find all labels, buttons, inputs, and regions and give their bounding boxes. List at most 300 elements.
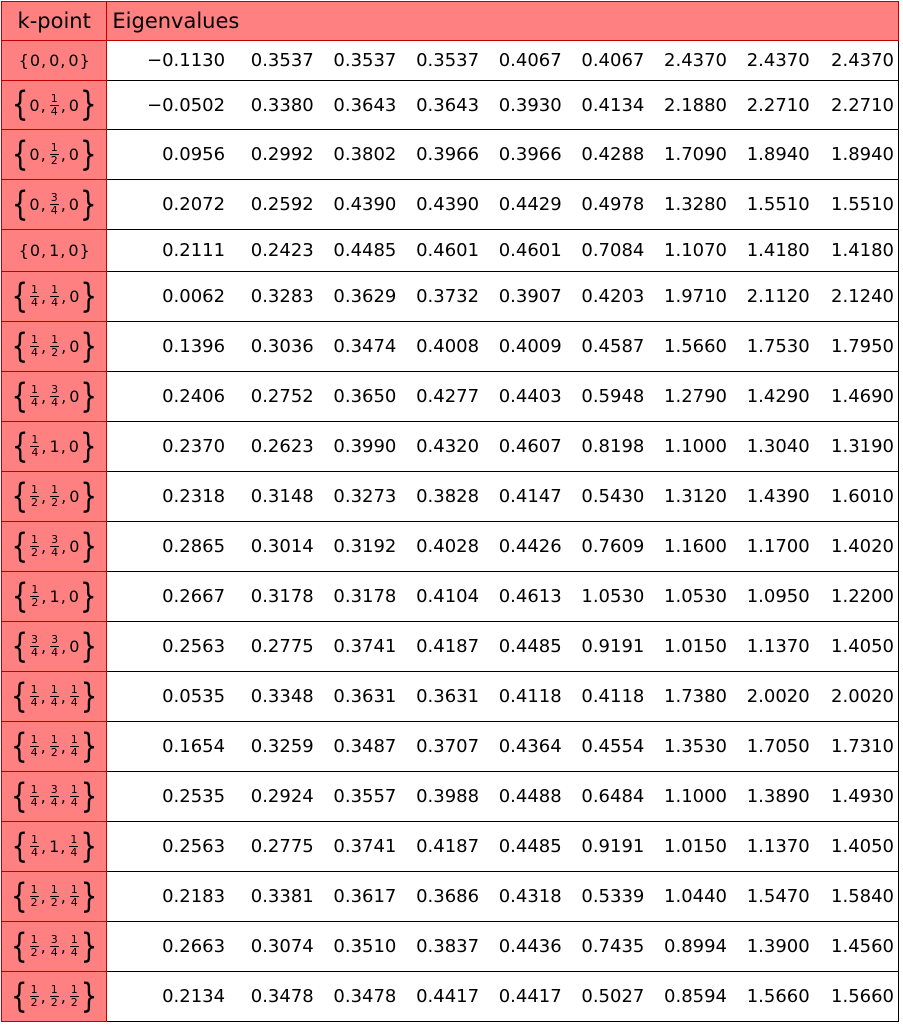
eigenvalue-cell bbox=[485, 472, 568, 522]
eigenvalue-cell bbox=[816, 230, 899, 272]
eigenvalue: 0.4587 bbox=[581, 336, 645, 357]
kpoint-cell bbox=[2, 422, 107, 472]
eigenvalue: 2.0020 bbox=[831, 686, 894, 707]
eigenvalue: 0.4008 bbox=[416, 336, 480, 357]
eigenvalue: 0.0956 bbox=[162, 144, 226, 165]
eigenvalue-cell bbox=[650, 81, 733, 130]
kpoint-vector: { 0 , $\frac{3}{4}$ , 0 } bbox=[11, 185, 97, 224]
kpoint-vector: { $\frac{1}{4}$ , 1 , $\frac{1}{4}$ } bbox=[11, 827, 97, 866]
eigenvalue: 0.3732 bbox=[416, 286, 480, 307]
kpoint-vector: { $\frac{1}{4}$ , $\frac{1}{4}$ , $\frac{1}{4}$ } bbox=[11, 677, 98, 716]
eigenvalue: 0.6484 bbox=[581, 786, 645, 807]
eigenvalue: 1.5510 bbox=[831, 194, 894, 215]
eigenvalue-cell bbox=[816, 872, 899, 922]
kpoint-fraction bbox=[70, 734, 79, 759]
eigenvalue-cell bbox=[650, 130, 733, 180]
kpoint-fraction bbox=[70, 784, 79, 809]
eigenvalue-cell bbox=[650, 572, 733, 622]
eigenvalue-cell bbox=[107, 622, 237, 672]
fraction-numerator: 3 bbox=[51, 633, 59, 646]
fraction-numerator: 1 bbox=[70, 683, 78, 696]
eigenvalue: 0.3380 bbox=[250, 94, 314, 116]
eigenvalue-cell bbox=[320, 81, 403, 130]
eigenvalue-cell bbox=[320, 772, 403, 822]
fraction-numerator: 1 bbox=[30, 733, 38, 746]
eigenvalue-cell bbox=[107, 822, 237, 872]
eigenvalue-cell bbox=[568, 230, 651, 272]
kpoint-vector: { $\frac{1}{4}$ , 1 , 0 } bbox=[11, 427, 97, 466]
kpoint-fraction bbox=[50, 634, 59, 659]
eigenvalue-cell bbox=[816, 722, 899, 772]
eigenvalue: 1.4930 bbox=[831, 786, 894, 807]
eigenvalue: 0.3036 bbox=[250, 336, 314, 357]
eigenvalue-cell bbox=[485, 922, 568, 972]
eigenvalue-cell bbox=[237, 572, 320, 622]
eigenvalue-cell bbox=[320, 272, 403, 322]
fraction-denominator: 4 bbox=[31, 646, 38, 659]
fraction-numerator: 3 bbox=[50, 191, 58, 204]
eigenvalue: −0.0502 bbox=[147, 94, 226, 116]
kpoint-vector: { $\frac{1}{2}$ , $\frac{1}{2}$ , $\frac{1}{4}$ } bbox=[11, 877, 98, 916]
fraction-numerator: 1 bbox=[70, 933, 78, 946]
eigenvalue: 0.0535 bbox=[162, 686, 226, 707]
eigenvalue-cell bbox=[485, 972, 568, 1022]
eigenvalue-cell bbox=[733, 180, 816, 230]
eigenvalue: 0.2072 bbox=[162, 194, 226, 215]
fraction-denominator: 4 bbox=[51, 296, 59, 309]
kpoint-cell bbox=[2, 180, 107, 230]
fraction-denominator: 2 bbox=[31, 546, 38, 559]
eigenvalue: 1.1600 bbox=[664, 536, 728, 557]
eigenvalue: 0.4118 bbox=[498, 686, 562, 707]
table-row bbox=[2, 922, 899, 972]
fraction-denominator: 4 bbox=[50, 796, 58, 809]
eigenvalue: 0.4601 bbox=[416, 240, 480, 261]
eigenvalue-cell bbox=[107, 472, 237, 522]
table-row bbox=[2, 230, 899, 272]
eigenvalue-cell bbox=[816, 272, 899, 322]
eigenvalue: 1.4020 bbox=[831, 536, 894, 557]
eigenvalue: 0.2592 bbox=[250, 194, 314, 215]
kpoint-fraction bbox=[50, 684, 59, 709]
kpoint-cell bbox=[2, 972, 107, 1022]
kpoint-fraction bbox=[30, 884, 39, 909]
eigenvalue: 0.2752 bbox=[250, 386, 314, 407]
eigenvalue-cell bbox=[485, 372, 568, 422]
kpoint-cell bbox=[2, 230, 107, 272]
eigenvalue-cell bbox=[402, 922, 485, 972]
eigenvalue-cell bbox=[485, 230, 568, 272]
eigenvalue-cell bbox=[650, 180, 733, 230]
kpoint-fraction bbox=[30, 834, 39, 859]
kpoint-fraction bbox=[30, 634, 39, 659]
eigenvalue-cell bbox=[650, 872, 733, 922]
eigenvalue-cell bbox=[816, 130, 899, 180]
eigenvalue: 0.3014 bbox=[250, 536, 314, 557]
eigenvalue-cell bbox=[733, 230, 816, 272]
kpoint-vector: { 0 , $\frac{1}{4}$ , 0 } bbox=[11, 85, 97, 125]
eigenvalue-cell bbox=[402, 130, 485, 180]
eigenvalue: 1.9710 bbox=[664, 286, 728, 307]
eigenvalue-cell bbox=[733, 81, 816, 130]
eigenvalue-cell bbox=[816, 622, 899, 672]
eigenvalue-cell bbox=[650, 522, 733, 572]
eigenvalue-cell bbox=[237, 922, 320, 972]
eigenvalue-cell bbox=[568, 822, 651, 872]
eigenvalue-cell bbox=[237, 772, 320, 822]
eigenvalue-table bbox=[1, 1, 899, 1022]
kpoint-vector: { $\frac{1}{2}$ , 1 , 0 } bbox=[11, 577, 97, 616]
kpoint-cell bbox=[2, 322, 107, 372]
eigenvalue-cell bbox=[107, 230, 237, 272]
kpoint-cell bbox=[2, 272, 107, 322]
eigenvalue: 0.4417 bbox=[498, 986, 562, 1007]
eigenvalue-cell bbox=[237, 822, 320, 872]
fraction-denominator: 4 bbox=[50, 204, 58, 217]
fraction-denominator: 2 bbox=[31, 496, 38, 509]
kpoint-vector: { $\frac{1}{2}$ , $\frac{1}{2}$ , 0 } bbox=[11, 477, 97, 516]
eigenvalue-cell bbox=[107, 41, 237, 81]
eigenvalue-cell bbox=[485, 572, 568, 622]
eigenvalue: 0.4118 bbox=[581, 686, 645, 707]
eigenvalue-cell bbox=[320, 872, 403, 922]
eigenvalue: 0.9191 bbox=[581, 636, 645, 657]
kpoint-fraction bbox=[30, 584, 39, 609]
eigenvalue: 1.4290 bbox=[746, 386, 810, 407]
eigenvalue: 0.3631 bbox=[333, 686, 397, 707]
eigenvalue: 1.6010 bbox=[831, 486, 894, 507]
eigenvalue-cell bbox=[402, 372, 485, 422]
eigenvalue-cell bbox=[650, 230, 733, 272]
kpoint-fraction bbox=[50, 534, 59, 559]
eigenvalue: 0.4009 bbox=[498, 336, 562, 357]
kpoint-component: 0 bbox=[69, 337, 80, 356]
eigenvalue-cell bbox=[733, 622, 816, 672]
table-row bbox=[2, 972, 899, 1022]
eigenvalue: 0.8994 bbox=[664, 936, 728, 957]
kpoint-vector: { 0 , 0 , 0 } bbox=[18, 50, 90, 71]
kpoint-component: 0 bbox=[68, 95, 79, 115]
fraction-numerator: 1 bbox=[30, 783, 38, 796]
eigenvalue-cell bbox=[733, 722, 816, 772]
eigenvalue: 0.4429 bbox=[498, 194, 562, 215]
table-row bbox=[2, 622, 899, 672]
fraction-denominator: 2 bbox=[50, 896, 58, 909]
kpoint-component: 1 bbox=[49, 587, 60, 606]
kpoint-fraction bbox=[50, 334, 59, 359]
eigenvalue: 1.5470 bbox=[746, 886, 810, 907]
kpoint-fraction bbox=[30, 334, 39, 359]
eigenvalue-cell bbox=[320, 622, 403, 672]
eigenvalue-cell bbox=[485, 522, 568, 572]
eigenvalue-cell bbox=[733, 872, 816, 922]
eigenvalue-cell bbox=[816, 472, 899, 522]
kpoint-fraction bbox=[50, 384, 59, 409]
kpoint-fraction bbox=[30, 734, 39, 759]
eigenvalue: 0.2563 bbox=[162, 636, 226, 657]
eigenvalue-cell bbox=[816, 180, 899, 230]
kpoint-component: 1 bbox=[49, 437, 60, 456]
eigenvalue-cell bbox=[485, 422, 568, 472]
eigenvalue-cell bbox=[107, 322, 237, 372]
eigenvalue: 0.4403 bbox=[498, 386, 562, 407]
kpoint-fraction bbox=[70, 884, 79, 909]
eigenvalue-cell bbox=[568, 422, 651, 472]
fraction-denominator: 4 bbox=[51, 646, 59, 659]
eigenvalue-cell bbox=[320, 822, 403, 872]
eigenvalue: 0.2406 bbox=[162, 386, 226, 407]
eigenvalue: 0.3537 bbox=[333, 50, 397, 71]
eigenvalue-cell bbox=[320, 372, 403, 422]
eigenvalue-cell bbox=[107, 972, 237, 1022]
eigenvalue: 0.3643 bbox=[416, 94, 480, 116]
fraction-numerator: 1 bbox=[50, 91, 58, 105]
kpoint-component: 0 bbox=[68, 437, 79, 456]
fraction-numerator: 1 bbox=[51, 333, 59, 346]
eigenvalue: 0.3966 bbox=[498, 144, 562, 165]
table-row bbox=[2, 822, 899, 872]
eigenvalue-cell bbox=[107, 372, 237, 422]
kpoint-component: 0 bbox=[68, 587, 79, 606]
eigenvalue-cell bbox=[237, 81, 320, 130]
eigenvalue-cell bbox=[107, 772, 237, 822]
kpoint-vector: { $\frac{1}{2}$ , $\frac{3}{4}$ , $\frac{1}{4}$ } bbox=[11, 927, 98, 966]
eigenvalue-cell bbox=[402, 81, 485, 130]
eigenvalue: 0.4028 bbox=[416, 536, 480, 557]
kpoint-cell bbox=[2, 572, 107, 622]
eigenvalue: 0.4390 bbox=[416, 194, 480, 215]
eigenvalue-cell bbox=[320, 972, 403, 1022]
kpoint-component: 1 bbox=[49, 241, 60, 261]
kpoint-cell bbox=[2, 622, 107, 672]
eigenvalue: 1.2790 bbox=[664, 386, 728, 407]
eigenvalue: 0.1396 bbox=[162, 336, 226, 357]
eigenvalue-cell bbox=[733, 272, 816, 322]
eigenvalue: 0.2775 bbox=[250, 836, 314, 857]
eigenvalue-cell bbox=[816, 672, 899, 722]
eigenvalue-cell bbox=[650, 722, 733, 772]
eigenvalue-cell bbox=[107, 272, 237, 322]
kpoint-cell bbox=[2, 522, 107, 572]
eigenvalue-cell bbox=[402, 972, 485, 1022]
eigenvalue-cell bbox=[733, 522, 816, 572]
eigenvalue-cell bbox=[320, 322, 403, 372]
fraction-numerator: 1 bbox=[70, 883, 78, 896]
fraction-numerator: 1 bbox=[70, 833, 78, 846]
eigenvalue-cell bbox=[107, 722, 237, 772]
fraction-denominator: 4 bbox=[70, 896, 78, 909]
eigenvalue-cell bbox=[816, 522, 899, 572]
fraction-denominator: 4 bbox=[30, 696, 38, 709]
eigenvalue-cell bbox=[237, 622, 320, 672]
kpoint-fraction bbox=[30, 534, 39, 559]
eigenvalue: 1.4180 bbox=[746, 240, 810, 261]
kpoint-fraction bbox=[50, 284, 59, 309]
eigenvalue-cell bbox=[107, 572, 237, 622]
eigenvalue-cell bbox=[816, 972, 899, 1022]
eigenvalue: 1.3280 bbox=[664, 194, 728, 215]
eigenvalue: 2.4370 bbox=[831, 50, 894, 71]
eigenvalue: 1.3900 bbox=[746, 936, 810, 957]
fraction-denominator: 2 bbox=[70, 996, 78, 1009]
kpoint-component: 0 bbox=[29, 241, 40, 261]
fraction-numerator: 1 bbox=[31, 833, 38, 846]
eigenvalue: 1.7530 bbox=[746, 336, 810, 357]
eigenvalue-cell bbox=[568, 81, 651, 130]
eigenvalue-cell bbox=[402, 472, 485, 522]
fraction-denominator: 4 bbox=[70, 846, 78, 859]
fraction-numerator: 3 bbox=[51, 533, 59, 546]
eigenvalue-cell bbox=[816, 422, 899, 472]
fraction-numerator: 3 bbox=[51, 383, 59, 396]
eigenvalue: 2.2710 bbox=[746, 94, 810, 116]
fraction-denominator: 4 bbox=[31, 396, 38, 409]
table-row bbox=[2, 572, 899, 622]
eigenvalue-cell bbox=[107, 130, 237, 180]
eigenvalue-cell bbox=[485, 41, 568, 81]
eigenvalue: 1.1000 bbox=[664, 786, 728, 807]
eigenvalue: 0.3381 bbox=[250, 886, 314, 907]
fraction-numerator: 1 bbox=[70, 733, 78, 746]
eigenvalue: 1.7090 bbox=[664, 144, 728, 165]
eigenvalue: 0.4277 bbox=[416, 386, 480, 407]
eigenvalue: 1.8940 bbox=[831, 144, 894, 165]
kpoint-cell bbox=[2, 722, 107, 772]
eigenvalue-cell bbox=[568, 472, 651, 522]
kpoint-cell bbox=[2, 130, 107, 180]
eigenvalue: 0.3631 bbox=[416, 686, 480, 707]
table-row bbox=[2, 41, 899, 81]
eigenvalue-cell bbox=[402, 672, 485, 722]
eigenvalue-cell bbox=[733, 972, 816, 1022]
eigenvalue: 1.3530 bbox=[664, 736, 728, 757]
eigenvalue-cell bbox=[816, 572, 899, 622]
eigenvalue-cell bbox=[237, 322, 320, 372]
eigenvalue-cell bbox=[237, 41, 320, 81]
eigenvalue-cell bbox=[402, 722, 485, 772]
eigenvalue-cell bbox=[402, 622, 485, 672]
kpoint-cell bbox=[2, 472, 107, 522]
kpoint-fraction bbox=[50, 93, 59, 118]
eigenvalue-cell bbox=[733, 672, 816, 722]
eigenvalue: 2.4370 bbox=[664, 50, 728, 71]
eigenvalue-cell bbox=[237, 872, 320, 922]
eigenvalue: 2.1880 bbox=[664, 94, 728, 116]
eigenvalue-cell bbox=[402, 772, 485, 822]
eigenvalue: 0.1654 bbox=[162, 736, 226, 757]
header-row bbox=[2, 2, 899, 41]
kpoint-vector: { 0 , 1 , 0 } bbox=[18, 240, 90, 261]
table-row bbox=[2, 872, 899, 922]
eigenvalue: 0.2134 bbox=[162, 986, 226, 1007]
eigenvalue-cell bbox=[816, 822, 899, 872]
eigenvalues-header: Eigenvalues bbox=[107, 2, 899, 41]
eigenvalue-cell bbox=[650, 372, 733, 422]
fraction-numerator: 1 bbox=[50, 683, 58, 696]
eigenvalue: 0.4978 bbox=[581, 194, 645, 215]
eigenvalue-cell bbox=[485, 272, 568, 322]
eigenvalue-cell bbox=[107, 81, 237, 130]
eigenvalue: 0.3707 bbox=[416, 736, 480, 757]
eigenvalue: 0.3192 bbox=[333, 536, 397, 557]
eigenvalue: 0.4485 bbox=[498, 636, 562, 657]
eigenvalue-cell bbox=[107, 422, 237, 472]
eigenvalue-cell bbox=[485, 180, 568, 230]
fraction-numerator: 1 bbox=[31, 283, 38, 296]
eigenvalue-cell bbox=[816, 322, 899, 372]
eigenvalue-cell bbox=[237, 230, 320, 272]
fraction-numerator: 1 bbox=[31, 433, 39, 446]
fraction-denominator: 4 bbox=[30, 746, 38, 759]
eigenvalue: 0.2775 bbox=[250, 636, 314, 657]
eigenvalue-cell bbox=[107, 522, 237, 572]
eigenvalue: 0.4485 bbox=[333, 240, 397, 261]
eigenvalue: 0.8594 bbox=[664, 986, 728, 1007]
kpoint-component: 1 bbox=[49, 837, 60, 856]
kpoint-fraction bbox=[70, 984, 79, 1009]
kpoint-cell bbox=[2, 41, 107, 81]
kpoint-vector: { 0 , $\frac{1}{2}$ , 0 } bbox=[11, 135, 97, 174]
fraction-numerator: 1 bbox=[30, 683, 38, 696]
eigenvalue: 1.4050 bbox=[831, 636, 894, 657]
eigenvalue-cell bbox=[402, 522, 485, 572]
eigenvalue: 0.5948 bbox=[581, 386, 645, 407]
fraction-numerator: 1 bbox=[31, 533, 38, 546]
eigenvalue: 1.5660 bbox=[746, 986, 810, 1007]
eigenvalue: 0.4601 bbox=[498, 240, 562, 261]
eigenvalue-cell bbox=[320, 672, 403, 722]
eigenvalue-cell bbox=[107, 180, 237, 230]
eigenvalue: 0.3741 bbox=[333, 636, 397, 657]
kpoint-fraction bbox=[50, 142, 59, 167]
eigenvalue: 0.2865 bbox=[162, 536, 226, 557]
eigenvalue: 0.7435 bbox=[581, 936, 645, 957]
eigenvalue-cell bbox=[568, 872, 651, 922]
kpoint-fraction bbox=[30, 684, 39, 709]
kpoint-vector: { $\frac{1}{2}$ , $\frac{3}{4}$ , 0 } bbox=[11, 527, 97, 566]
kpoint-fraction bbox=[50, 734, 59, 759]
eigenvalue: 0.2318 bbox=[162, 486, 226, 507]
eigenvalue-cell bbox=[650, 422, 733, 472]
eigenvalue-cell bbox=[485, 822, 568, 872]
eigenvalue: 1.1000 bbox=[664, 436, 728, 457]
fraction-numerator: 1 bbox=[50, 883, 58, 896]
eigenvalue-cell bbox=[816, 922, 899, 972]
kpoint-fraction bbox=[50, 484, 59, 509]
eigenvalue-cell bbox=[733, 472, 816, 522]
eigenvalue: 1.7950 bbox=[831, 336, 894, 357]
eigenvalue-cell bbox=[237, 422, 320, 472]
eigenvalue: 1.5510 bbox=[746, 194, 810, 215]
eigenvalue: 0.2667 bbox=[162, 586, 226, 607]
eigenvalue-cell bbox=[650, 772, 733, 822]
eigenvalue-cell bbox=[237, 272, 320, 322]
eigenvalue-cell bbox=[485, 130, 568, 180]
eigenvalue-cell bbox=[237, 180, 320, 230]
kpoint-cell bbox=[2, 872, 107, 922]
eigenvalue-cell bbox=[733, 41, 816, 81]
eigenvalue: 0.3643 bbox=[333, 94, 397, 116]
eigenvalue-cell bbox=[733, 572, 816, 622]
eigenvalue-cell bbox=[485, 722, 568, 772]
eigenvalue: 0.3478 bbox=[250, 986, 314, 1007]
eigenvalue: 0.3930 bbox=[498, 94, 562, 116]
eigenvalue: 0.4187 bbox=[416, 636, 480, 657]
eigenvalue: 0.3148 bbox=[250, 486, 314, 507]
eigenvalue: 0.7609 bbox=[581, 536, 645, 557]
eigenvalue: 0.3557 bbox=[333, 786, 397, 807]
eigenvalue: 0.4488 bbox=[498, 786, 562, 807]
